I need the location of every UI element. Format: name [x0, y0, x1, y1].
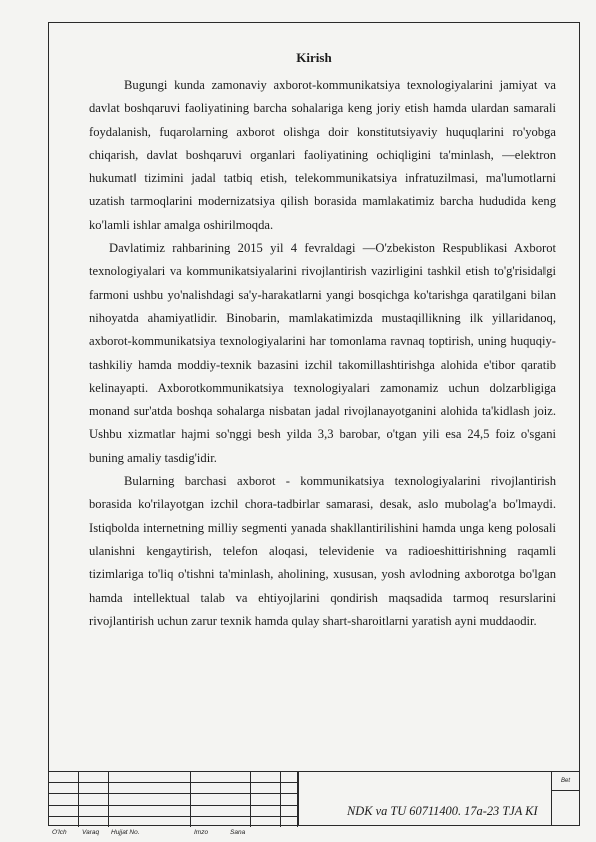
revision-grid: [49, 772, 298, 827]
label-date: Sana: [230, 829, 246, 836]
paragraph-3: Bularning barchasi axborot - kommunikatsiya texnologiyalarini rivojlantirish borasida ko'rilayotgan izchil chora-tadbirlar samarasi, desak, aslo mubolag'a bo'lmaydi. Istiqbolda internetning milliy segmenti yanada shakllantirilishini hamda unga keng polosali ulanishni kengaytirish, telefon aloqasi, televidenie va radioeshittirishning raqamli tizimlariga to'liq o'tishni ta'minlash, aholining, xususan, yosh avlodning axborotga bo'lgan hamda intellektual talab va ehtiyojlarini qondirish maqsadida tarmoq resurslarini rivojlantirish uchun zarur texnik hamda qulay shart-sharoitlarni yaratish ayni muddaodir.: [89, 474, 556, 628]
label-doc-no: Hujjat No.: [111, 829, 140, 836]
document-body: [89, 74, 556, 633]
label-change: O'lch: [52, 829, 67, 836]
document-code: NDK va TU 60711400. 17a-23 TJA KI: [347, 804, 538, 818]
document-title: Kirish: [296, 50, 332, 65]
paragraph-2: Davlatimiz rahbarining 2015 yil 4 fevraldagi ―O'zbekiston Respublikasi Axborot texnologiyalari va kommunikatsiyalarini rivojlantirish vazirligini tashkil etish to'g'risidaǁgi farmoni ushbu yo'nalishdagi sa'y-harakatlarni yangi bosqichga ko'tarishga qaratilgani bilan nihoyatda ahamiyatlidir. Binobarin, mamlakatimizda mustaqillikning ilk yillaridanoq, axborot-kommunikatsiya texnologiyalarini har tomonlama ravnaq toptirish, uning huquqiy-tashkiliy hamda moddiy-texnik bazasini izchil takomillashtirishga alohida e'tibor qaratib kelinayapti. Axborotkommunikatsiya texnologiyalari zamonamiz uchun dolzarbligiga monand sur'atda boshqa sohalarga nisbatan jadal rivojlanayotganini alohida ta'kidlash joiz. Ushbu xizmatlar hajmi so'nggi besh yilda 3,3 barobar, o'tgan yili esa 24,5 foiz o'sgani buning amaliy tasdig'idir.: [89, 241, 556, 465]
title-block: [49, 771, 579, 825]
label-signature: Imzo: [194, 829, 209, 836]
sheet-label: Bet: [560, 778, 570, 784]
page-frame: [48, 22, 580, 826]
title-block-labels: [50, 829, 290, 839]
label-sheet: Varaq: [82, 829, 100, 836]
paragraph-1: Bugungi kunda zamonaviy axborot-kommunikatsiya texnologiyalarini jamiyat va davlat boshqaruvi faoliyatining barcha sohalariga keng joriy etish hamda ulardan samarali foydalanish, fuqarolarning axborot olishga doir konstitutsiyaviy huquqlarini ro'yobga chiqarish, davlat boshqaruvi organlari faoliyatining ochiqligini ta'minlash, ―elektron hukumatǁ tizimini jadal tatbiq etish, telekommunikatsiya infratuzilmasi, ma'lumotlarni uzatish tarmoqlarini modernizatsiya qilish borasida mamlakatimiz barcha hududida keng ko'lamli ishlar amalga oshirilmoqda.: [89, 78, 556, 232]
document-code-cell: [298, 772, 552, 825]
sheet-number-cell: [552, 772, 579, 825]
sheet-divider: [552, 790, 579, 791]
